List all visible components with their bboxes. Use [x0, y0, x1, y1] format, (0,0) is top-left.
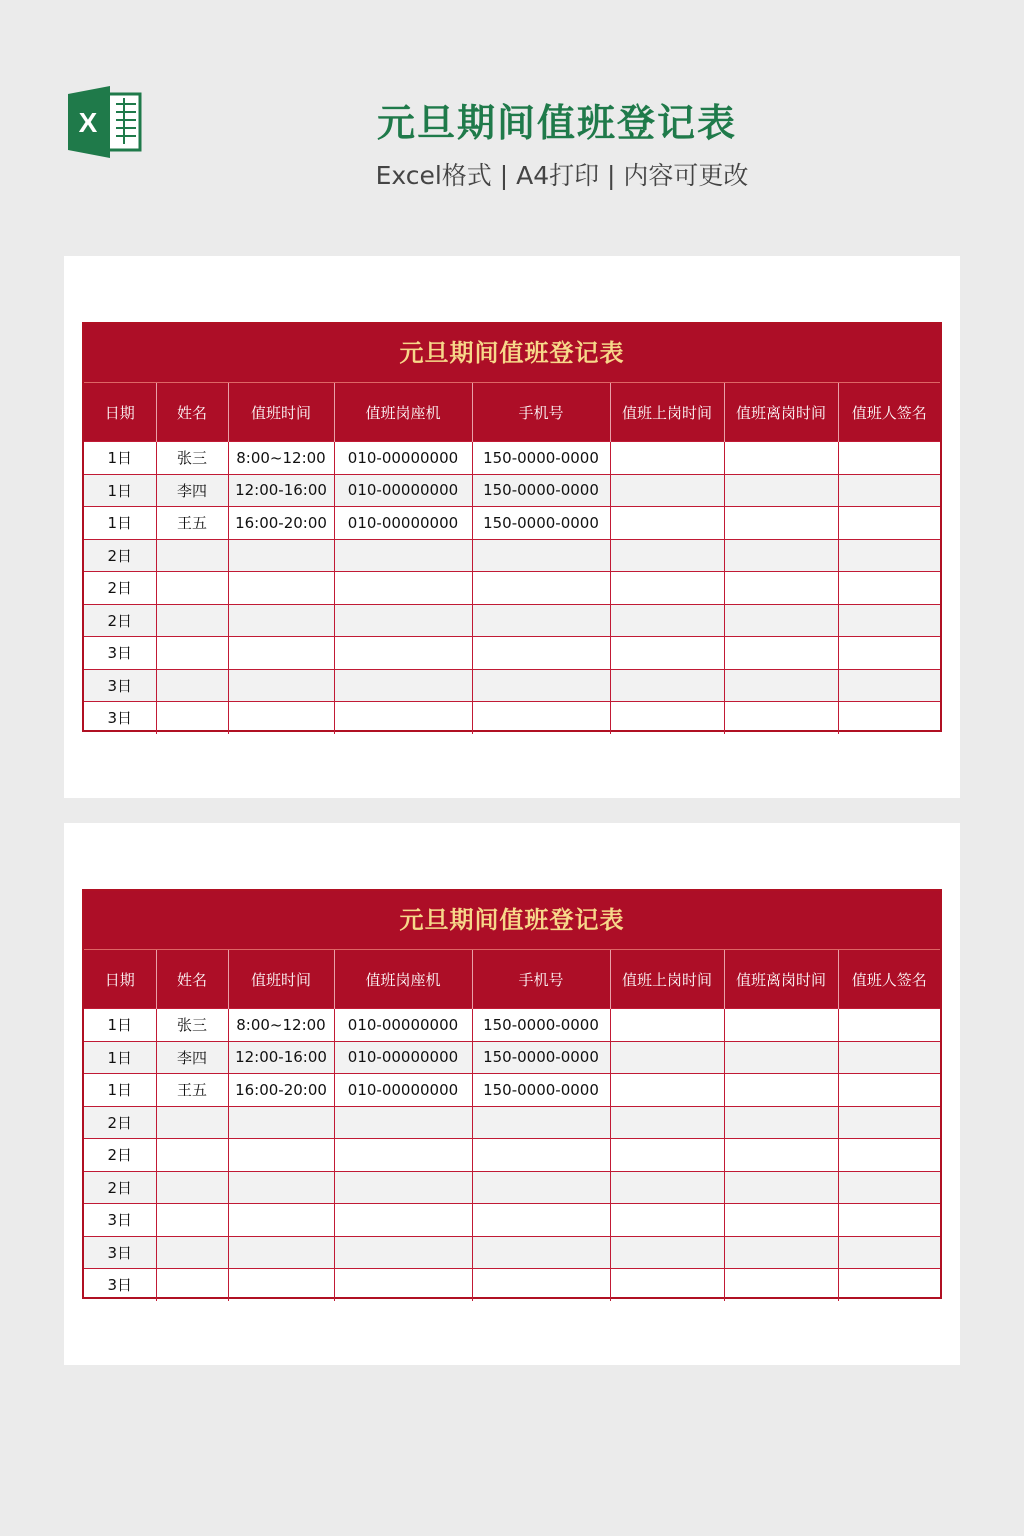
duty-register-sheet	[82, 322, 942, 732]
table-cell[interactable]	[472, 1106, 610, 1139]
table-cell[interactable]	[334, 1204, 472, 1237]
table-cell[interactable]	[724, 1171, 838, 1204]
duty-table	[84, 383, 940, 734]
table-cell[interactable]	[156, 539, 228, 572]
table-cell[interactable]	[838, 1074, 940, 1107]
table-cell[interactable]: 1日	[84, 474, 156, 507]
table-cell[interactable]	[838, 604, 940, 637]
table-cell[interactable]	[228, 702, 334, 734]
table-cell[interactable]	[838, 442, 940, 475]
table-cell[interactable]: 1日	[84, 507, 156, 540]
table-cell[interactable]	[334, 539, 472, 572]
table-cell[interactable]	[610, 702, 724, 734]
column-header: 值班人签名	[838, 383, 940, 442]
table-cell[interactable]	[724, 702, 838, 734]
table-cell[interactable]: 010-00000000	[334, 507, 472, 540]
table-cell[interactable]	[724, 1139, 838, 1172]
table-cell[interactable]	[724, 604, 838, 637]
table-cell[interactable]: 16:00-20:00	[228, 1074, 334, 1107]
table-cell[interactable]	[472, 1139, 610, 1172]
table-cell[interactable]	[334, 572, 472, 605]
column-header: 手机号	[472, 950, 610, 1009]
table-cell[interactable]	[724, 539, 838, 572]
table-cell[interactable]: 150-0000-0000	[472, 474, 610, 507]
table-cell[interactable]	[610, 1204, 724, 1237]
table-cell[interactable]	[724, 442, 838, 475]
table-cell[interactable]: 张三	[156, 442, 228, 475]
table-cell[interactable]: 2日	[84, 1139, 156, 1172]
table-row	[84, 702, 940, 734]
column-header: 值班离岗时间	[724, 383, 838, 442]
table-cell[interactable]	[838, 539, 940, 572]
table-cell[interactable]	[610, 1139, 724, 1172]
table-cell[interactable]	[724, 572, 838, 605]
table-cell[interactable]	[228, 572, 334, 605]
table-row	[84, 474, 940, 507]
table-cell[interactable]	[228, 637, 334, 670]
table-cell[interactable]: 2日	[84, 1106, 156, 1139]
table-cell[interactable]: 150-0000-0000	[472, 1041, 610, 1074]
column-header: 值班时间	[228, 383, 334, 442]
column-header: 值班时间	[228, 950, 334, 1009]
table-cell[interactable]	[610, 1171, 724, 1204]
table-cell[interactable]	[838, 1204, 940, 1237]
table-cell[interactable]: 1日	[84, 442, 156, 475]
page-title: 元旦期间值班登记表	[376, 101, 737, 145]
table-row	[84, 539, 940, 572]
table-row	[84, 1041, 940, 1074]
column-header: 日期	[84, 950, 156, 1009]
table-cell[interactable]	[156, 604, 228, 637]
table-cell[interactable]	[156, 1204, 228, 1237]
duty-register-sheet	[82, 889, 942, 1299]
table-cell[interactable]	[156, 1139, 228, 1172]
column-header: 值班离岗时间	[724, 950, 838, 1009]
table-cell[interactable]	[724, 1236, 838, 1269]
table-cell[interactable]	[724, 669, 838, 702]
page-header	[0, 0, 1024, 230]
table-cell[interactable]	[228, 1269, 334, 1301]
table-cell[interactable]	[472, 1236, 610, 1269]
table-cell[interactable]	[838, 507, 940, 540]
table-cell[interactable]	[610, 604, 724, 637]
table-cell[interactable]	[838, 637, 940, 670]
table-cell[interactable]	[724, 1074, 838, 1107]
table-cell[interactable]	[156, 1106, 228, 1139]
column-header: 姓名	[156, 383, 228, 442]
table-cell[interactable]	[838, 1041, 940, 1074]
table-cell[interactable]: 150-0000-0000	[472, 1009, 610, 1042]
table-cell[interactable]	[472, 604, 610, 637]
table-cell[interactable]	[724, 1269, 838, 1301]
table-cell[interactable]	[334, 669, 472, 702]
column-header: 值班上岗时间	[610, 950, 724, 1009]
table-cell[interactable]	[228, 669, 334, 702]
table-cell[interactable]	[228, 1204, 334, 1237]
table-cell[interactable]: 李四	[156, 1041, 228, 1074]
table-cell[interactable]	[838, 669, 940, 702]
table-row	[84, 1139, 940, 1172]
sheet-title: 元旦期间值班登记表	[84, 891, 940, 950]
table-cell[interactable]	[334, 604, 472, 637]
table-cell[interactable]	[334, 637, 472, 670]
table-cell[interactable]	[610, 507, 724, 540]
table-cell[interactable]	[838, 572, 940, 605]
table-cell[interactable]	[228, 604, 334, 637]
sheet-preview-card	[64, 823, 960, 1365]
column-header: 值班上岗时间	[610, 383, 724, 442]
table-cell[interactable]: 010-00000000	[334, 474, 472, 507]
table-cell[interactable]: 150-0000-0000	[472, 1074, 610, 1107]
table-cell[interactable]	[838, 1139, 940, 1172]
table-cell[interactable]: 12:00-16:00	[228, 1041, 334, 1074]
column-header: 值班岗座机	[334, 383, 472, 442]
table-cell[interactable]	[156, 572, 228, 605]
table-row	[84, 1269, 940, 1301]
table-cell[interactable]: 3日	[84, 1204, 156, 1237]
table-cell[interactable]: 1日	[84, 1009, 156, 1042]
table-row	[84, 669, 940, 702]
table-cell[interactable]	[610, 474, 724, 507]
table-cell[interactable]: 150-0000-0000	[472, 442, 610, 475]
table-header-row	[84, 950, 940, 1009]
table-cell[interactable]	[472, 637, 610, 670]
table-cell[interactable]	[610, 1106, 724, 1139]
table-cell[interactable]	[472, 1204, 610, 1237]
table-cell[interactable]	[610, 1269, 724, 1301]
table-cell[interactable]	[472, 539, 610, 572]
column-header: 手机号	[472, 383, 610, 442]
table-cell[interactable]: 王五	[156, 1074, 228, 1107]
excel-logo-letter: X	[78, 107, 98, 138]
table-row	[84, 1009, 940, 1042]
table-cell[interactable]: 12:00-16:00	[228, 474, 334, 507]
table-cell[interactable]	[156, 1269, 228, 1301]
table-cell[interactable]: 1日	[84, 1074, 156, 1107]
table-cell[interactable]	[156, 637, 228, 670]
table-cell[interactable]	[334, 702, 472, 734]
table-cell[interactable]: 16:00-20:00	[228, 507, 334, 540]
table-cell[interactable]	[610, 637, 724, 670]
table-cell[interactable]: 3日	[84, 1236, 156, 1269]
table-cell[interactable]	[838, 1009, 940, 1042]
table-cell[interactable]: 8:00~12:00	[228, 1009, 334, 1042]
table-cell[interactable]: 010-00000000	[334, 1074, 472, 1107]
table-cell[interactable]	[838, 1171, 940, 1204]
table-row	[84, 1236, 940, 1269]
table-row	[84, 1171, 940, 1204]
table-cell[interactable]	[610, 572, 724, 605]
table-cell[interactable]	[610, 669, 724, 702]
table-cell[interactable]	[610, 442, 724, 475]
duty-table	[84, 950, 940, 1301]
table-cell[interactable]	[334, 1171, 472, 1204]
table-cell[interactable]	[610, 539, 724, 572]
table-cell[interactable]: 3日	[84, 637, 156, 670]
table-row	[84, 1204, 940, 1237]
table-cell[interactable]	[838, 702, 940, 734]
column-header: 姓名	[156, 950, 228, 1009]
sheet-preview-card	[64, 256, 960, 798]
table-cell[interactable]	[724, 1106, 838, 1139]
table-cell[interactable]: 8:00~12:00	[228, 442, 334, 475]
table-cell[interactable]	[472, 1171, 610, 1204]
table-cell[interactable]: 3日	[84, 702, 156, 734]
table-cell[interactable]	[838, 1106, 940, 1139]
table-cell[interactable]: 010-00000000	[334, 1041, 472, 1074]
table-cell[interactable]	[724, 1041, 838, 1074]
table-cell[interactable]	[156, 669, 228, 702]
table-cell[interactable]	[724, 637, 838, 670]
table-cell[interactable]	[156, 702, 228, 734]
table-cell[interactable]	[610, 1236, 724, 1269]
table-cell[interactable]	[724, 474, 838, 507]
table-row	[84, 604, 940, 637]
table-row	[84, 507, 940, 540]
table-cell[interactable]	[334, 1139, 472, 1172]
table-cell[interactable]: 2日	[84, 539, 156, 572]
page-subtitle: Excel格式 | A4打印 | 内容可更改	[375, 161, 749, 190]
table-cell[interactable]: 010-00000000	[334, 442, 472, 475]
table-cell[interactable]	[228, 1236, 334, 1269]
table-cell[interactable]	[724, 1009, 838, 1042]
table-row	[84, 442, 940, 475]
table-cell[interactable]	[610, 1041, 724, 1074]
table-row	[84, 572, 940, 605]
table-cell[interactable]: 3日	[84, 1269, 156, 1301]
table-cell[interactable]	[472, 669, 610, 702]
table-cell[interactable]: 3日	[84, 669, 156, 702]
table-cell[interactable]	[156, 1171, 228, 1204]
table-cell[interactable]: 2日	[84, 572, 156, 605]
table-cell[interactable]	[838, 474, 940, 507]
table-row	[84, 637, 940, 670]
table-cell[interactable]	[228, 539, 334, 572]
column-header: 值班岗座机	[334, 950, 472, 1009]
table-cell[interactable]	[610, 1009, 724, 1042]
table-cell[interactable]	[472, 572, 610, 605]
table-cell[interactable]	[472, 1269, 610, 1301]
table-cell[interactable]	[228, 1139, 334, 1172]
table-cell[interactable]: 1日	[84, 1041, 156, 1074]
column-header: 值班人签名	[838, 950, 940, 1009]
table-cell[interactable]	[724, 1204, 838, 1237]
table-header-row	[84, 383, 940, 442]
table-row	[84, 1074, 940, 1107]
table-cell[interactable]	[334, 1236, 472, 1269]
sheet-title: 元旦期间值班登记表	[84, 324, 940, 383]
table-cell[interactable]	[334, 1106, 472, 1139]
table-cell[interactable]	[472, 702, 610, 734]
table-cell[interactable]	[838, 1269, 940, 1301]
table-cell[interactable]	[610, 1074, 724, 1107]
table-row	[84, 1106, 940, 1139]
table-cell[interactable]: 张三	[156, 1009, 228, 1042]
table-cell[interactable]: 2日	[84, 1171, 156, 1204]
table-cell[interactable]	[228, 1171, 334, 1204]
table-cell[interactable]: 010-00000000	[334, 1009, 472, 1042]
column-header: 日期	[84, 383, 156, 442]
table-cell[interactable]	[724, 507, 838, 540]
table-cell[interactable]	[228, 1106, 334, 1139]
table-cell[interactable]	[156, 1236, 228, 1269]
table-cell[interactable]	[334, 1269, 472, 1301]
table-cell[interactable]	[838, 1236, 940, 1269]
table-cell[interactable]: 李四	[156, 474, 228, 507]
table-cell[interactable]: 150-0000-0000	[472, 507, 610, 540]
table-cell[interactable]: 2日	[84, 604, 156, 637]
table-cell[interactable]: 王五	[156, 507, 228, 540]
